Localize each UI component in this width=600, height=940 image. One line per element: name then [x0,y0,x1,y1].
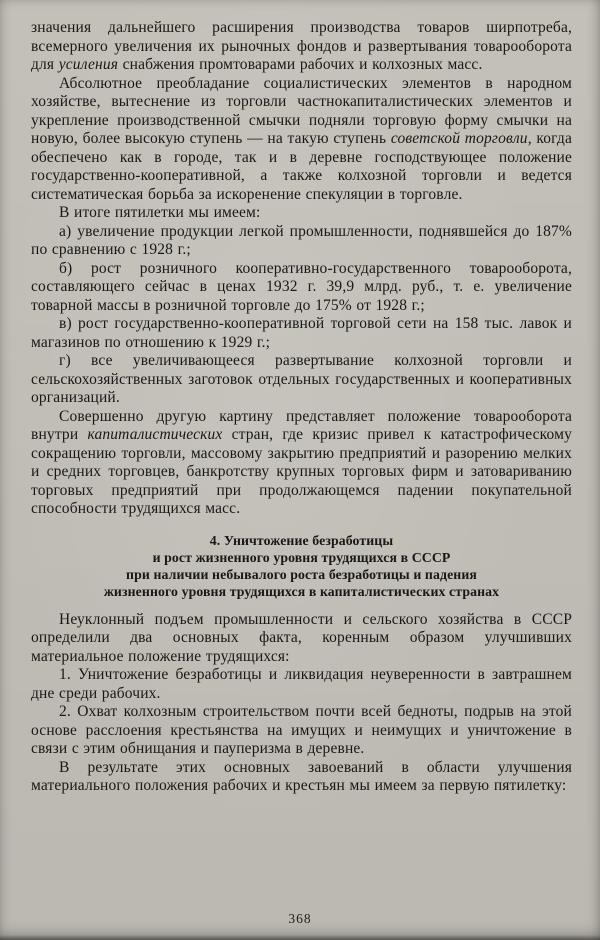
body-text: б) рост розничного кооперативно-государственного товарооборота, составляющего сейчас в ценах 1932 г. 39,9 млрд. руб., т. е. увеличение товарной массы в розничной торговле до 175% от 1928 г.; [31,259,572,314]
paragraph [31,352,572,408]
section-heading [41,532,562,600]
paragraph [31,315,572,352]
page-number: 368 [288,911,312,926]
body-text: значения дальнейшего расширения производства товаров ширпотреба, всемерного увеличения их рыночных фондов и развертывания товарооборота для [31,19,572,73]
italic-text: капиталистических [87,426,223,443]
body-text: Абсолютное преобладание социалистических элементов в народном хозяйстве, вытеснение из торговли частнокапиталистических элементов и укрепление производственной смычки подняли торговую форму смычки на новую, более высокую ступень — на такую ступень [31,74,572,147]
paragraph [31,204,572,223]
body-text: а) увеличение продукции легкой промышленности, поднявшейся до 187% по сравнению с 1928 г.; [31,222,572,258]
italic-text: советской торговли, [390,130,532,147]
page-text [31,19,572,796]
paragraph [31,19,572,75]
body-text: когда обеспечено как в городе, так и в деревне господствующее положение государственно-кооперативной, а также колхозной торговли и ведется систематическая борьба за искоренение спекуляции в торговле. [31,130,572,203]
body-text: стран, где кризис привел к катастрофическому сокращению торговли, массовому закрытию предприятий и разорению мелких и средних торговцев, банкротству крупных торговых фирм и затовариванию торговых предприятий при продолжающемся падении покупательной способности трудящихся масс. [31,426,573,517]
heading-line: 4. Уничтожение безработицы [209,532,394,548]
italic-text: усиления [58,56,119,73]
paragraph [31,408,572,519]
paragraph [31,611,572,667]
body-text: В результате этих основных завоеваний в области улучшения материального положения рабочих и крестьян мы имеем за первую пятилетку: [31,758,572,794]
paragraph [31,260,572,316]
body-text: Неуклонный подъем промышленности и сельского хозяйства в СССР определили два основных факта, коренным образом улучшивших материальное положение трудящихся: [31,610,572,665]
body-text: снабжения промтоварами рабочих и колхозных масс. [118,56,483,73]
body-text: Совершенно другую картину представляет положение товарооборота внутри [31,407,572,443]
paragraph [31,666,572,703]
heading-line: жизненного уровня трудящихся в капиталистических странах [103,583,500,599]
paragraph [31,703,572,759]
heading-line: при наличии небывалого роста безработицы и падения [126,566,477,582]
body-text: 2. Охват колхозным строительством почти всей бедноты, подрыв на этой основе расслоения крестьянства на имущих и неимущих и уничтожение в связи с этим обнищания и пауперизма в деревне. [31,703,572,757]
body-text: в) рост государственно-кооперативной торговой сети на 158 тыс. лавок и магазинов по отношению к 1929 г.; [31,315,572,351]
body-text: 1. Уничтожение безработицы и ликвидация неуверенности в завтрашнем дне среди рабочих. [31,666,572,702]
paragraph [31,223,572,260]
heading-line: и рост жизненного уровня трудящихся в СССР [152,549,451,565]
body-text: В итоге пятилетки мы имеем: [59,204,261,221]
paragraph [31,75,572,205]
body-text: г) все увеличивающееся развертывание колхозной торговли и сельскохозяйственных заготовок отдельных государственных и кооперативных организаций. [31,352,572,406]
paragraph [31,759,572,796]
